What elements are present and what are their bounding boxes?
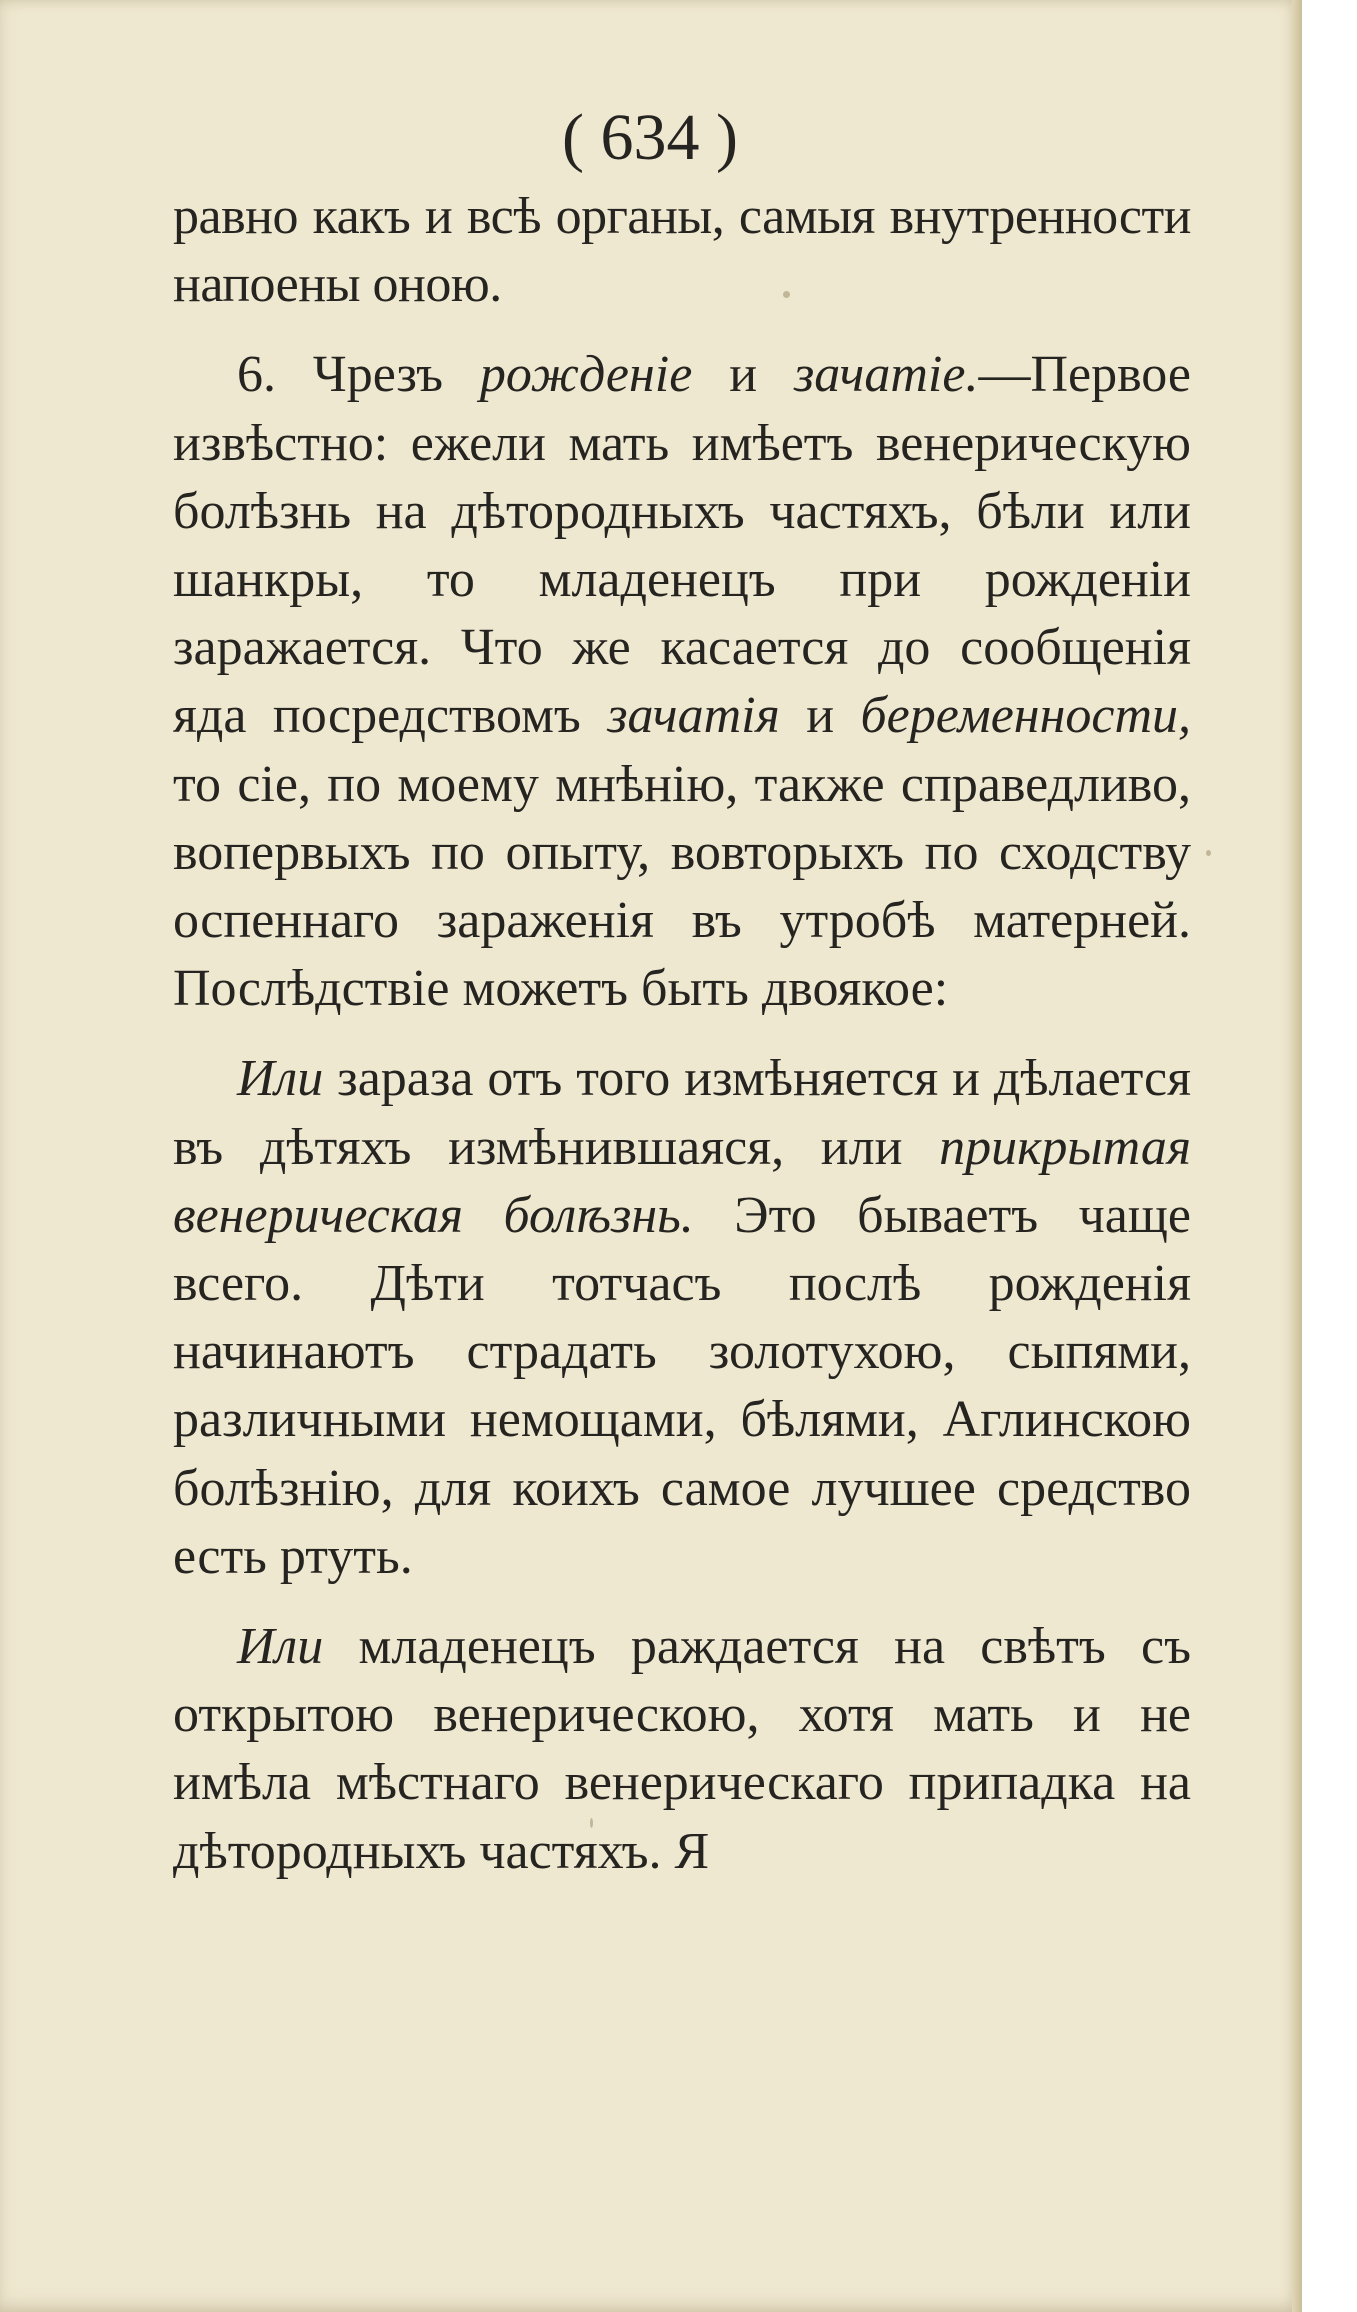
paragraph [173,1613,1191,1886]
ink-spot [1206,850,1211,856]
italic-text-run: Или [237,1050,324,1108]
text-run: зараза отъ того измѣняется и дѣлается въ дѣтяхъ измѣнившаяся, или [173,1050,1191,1176]
body-text [173,183,1191,1886]
text-run: —Первое извѣстно: ежели мать имѣетъ венерическую болѣзнь на дѣтородныхъ частяхъ, бѣли или шанкры, то младенецъ при рожденіи заражается. Что же касается до сообщенія яда посредствомъ [173,346,1191,745]
italic-text-run: рожденіе [479,346,693,404]
italic-text-run: зачатія [607,687,780,745]
paragraph [173,183,1191,319]
text-run: младенецъ раждается на свѣтъ съ открытою венерическою, хотя мать и не имѣла мѣстнаго венерическаго припадка на дѣтородныхъ частяхъ. Я [173,1618,1191,1880]
ink-spot [783,291,790,298]
text-run: и [692,346,794,404]
italic-text-run: беременности, [860,687,1191,745]
paragraph [173,341,1191,1023]
text-run: 6. Чрезъ [237,346,480,404]
text-run: и [779,687,861,745]
page-edge [1292,0,1302,2312]
text-run: то сіе, по моему мнѣнію, также справедливо, вопервыхъ по опыту, вовторыхъ по сходству оспеннаго зараженія въ утробѣ матерней. Послѣдствіе можетъ быть двоякое: [173,755,1191,1018]
ink-spot [590,1818,593,1828]
text-run: равно какъ и всѣ органы, самыя внутренности напоены оною. [173,188,1191,314]
italic-text-run: прикрытая венерическая болѣзнь. [173,1118,1191,1244]
page-number: ( 634 ) [562,101,738,174]
paragraph [173,1045,1191,1591]
italic-text-run: зачатіе. [793,346,979,404]
text-run: Это бываетъ чаще всего. Дѣти тотчасъ послѣ рожденія начинаютъ страдать золотухою, сыпями, различными немощами, бѣлями, Аглинскою болѣзнію, для коихъ самое лучшее средство есть ртуть. [173,1186,1191,1585]
italic-text-run: Или [237,1618,324,1676]
